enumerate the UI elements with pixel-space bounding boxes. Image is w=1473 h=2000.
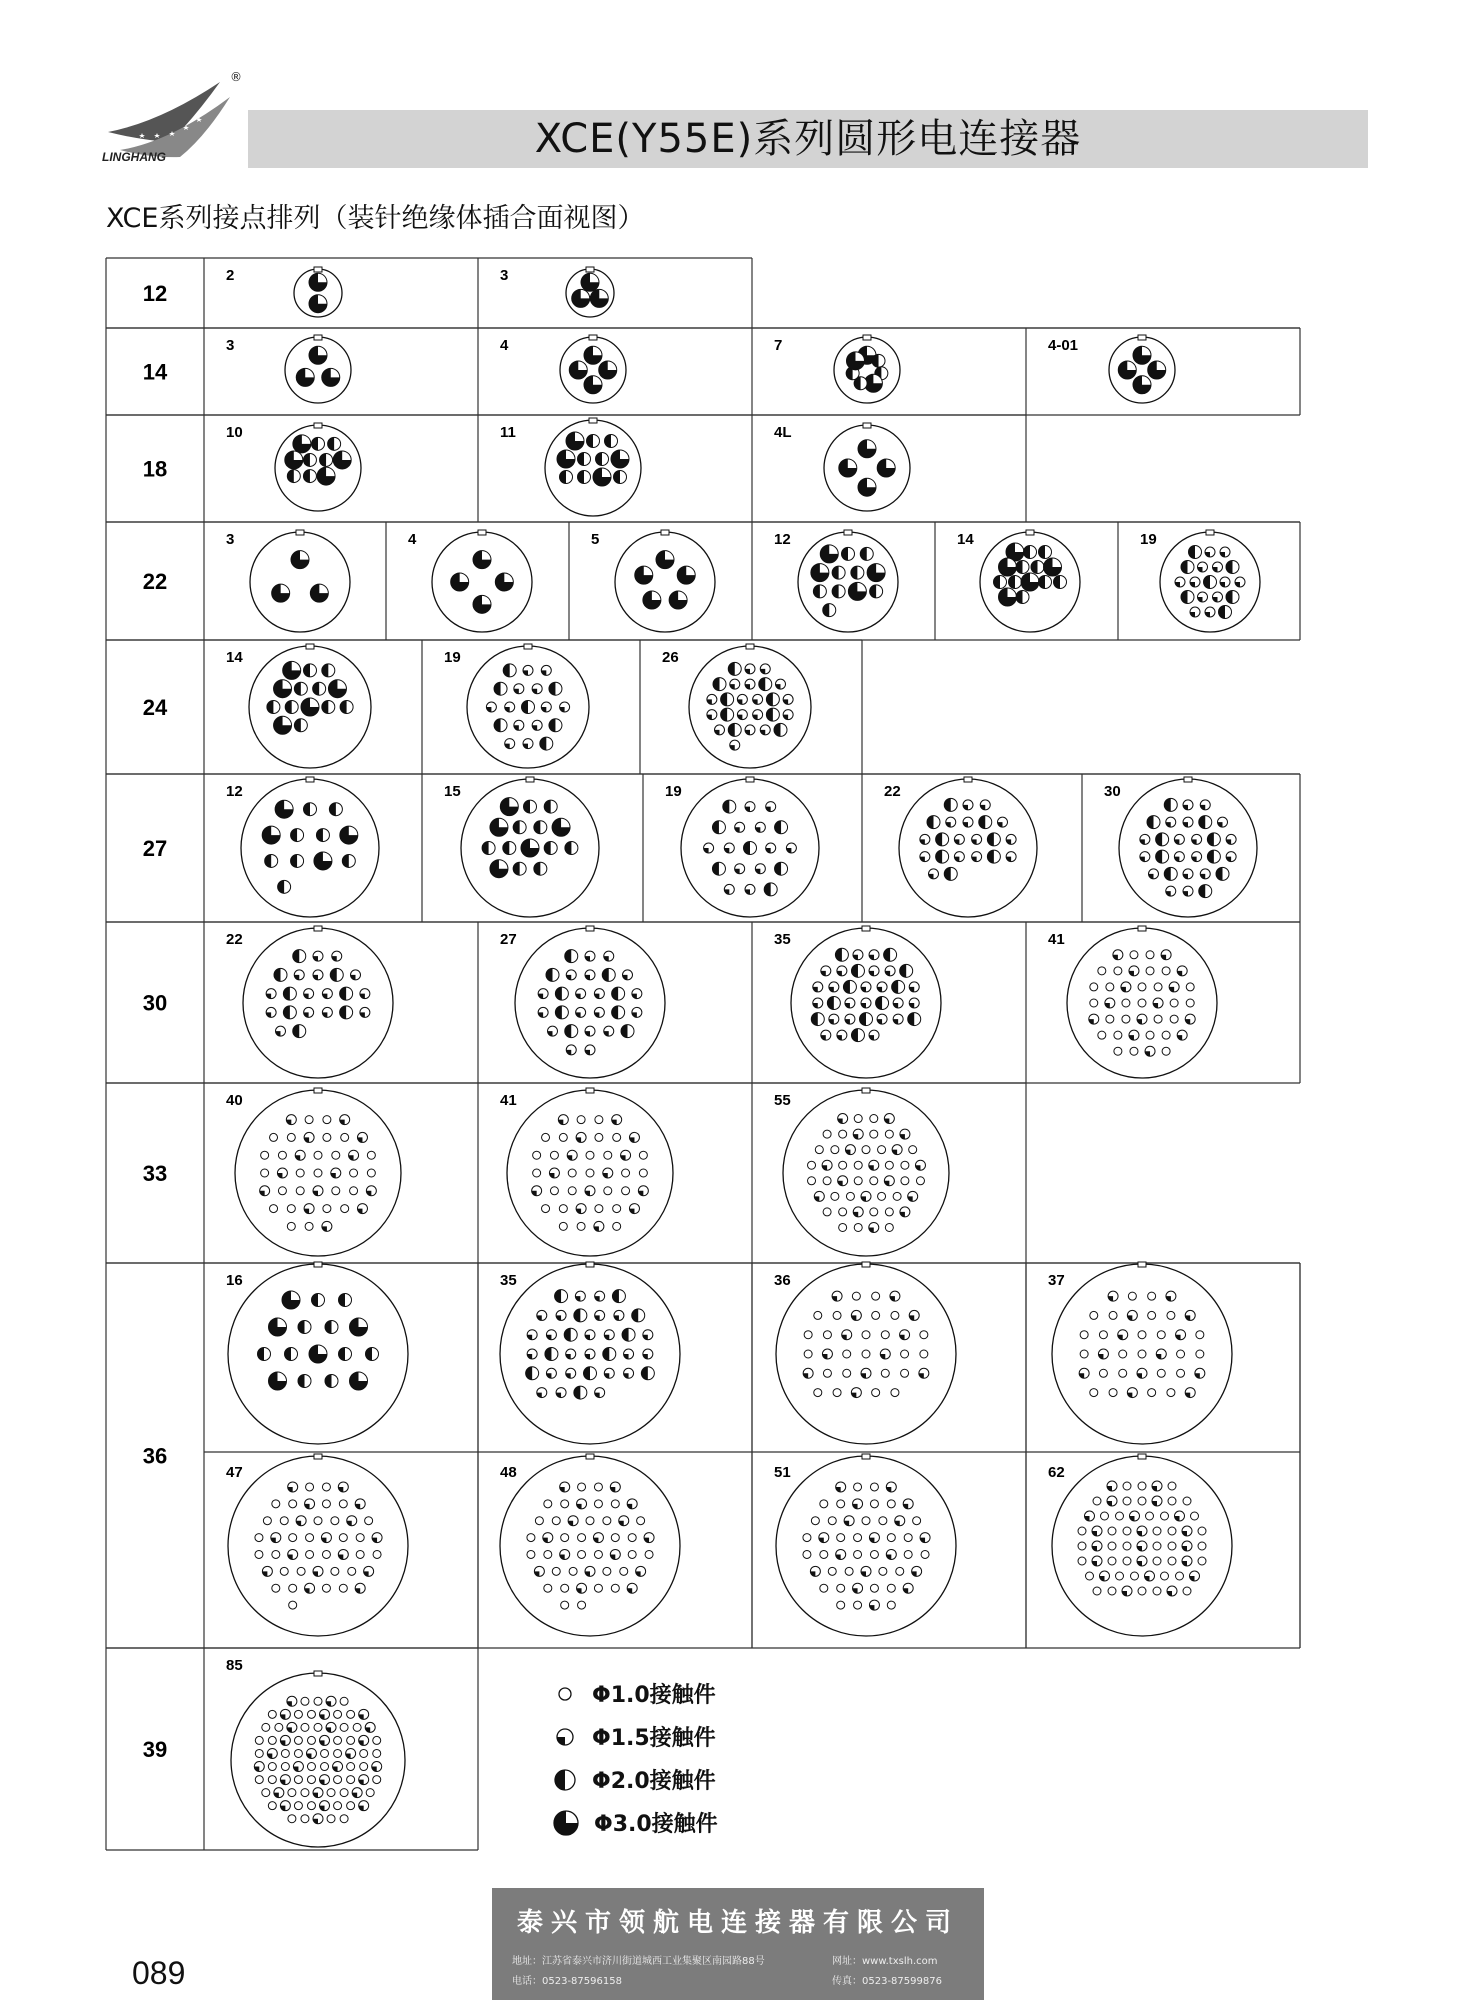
contact-layout-24-19 bbox=[444, 640, 640, 774]
section-subtitle: XCE系列接点排列（装针绝缘体插合面视图） bbox=[106, 203, 645, 234]
contact-layout-22-4 bbox=[408, 522, 569, 640]
layout-code: 35 bbox=[500, 1272, 517, 1289]
contact-layout-24-26 bbox=[662, 640, 862, 774]
layout-code: 35 bbox=[774, 931, 791, 948]
layout-code: 47 bbox=[226, 1464, 243, 1481]
contact-layout-14-7 bbox=[774, 328, 1026, 415]
shell-size-label: 12 bbox=[142, 281, 168, 306]
contact-layout-24-14 bbox=[226, 640, 422, 774]
contact-layout-30-22 bbox=[226, 922, 478, 1083]
shell-size-label: 39 bbox=[142, 1737, 168, 1762]
layout-code: 7 bbox=[774, 337, 783, 354]
contact-layout-14-3 bbox=[226, 328, 478, 415]
layout-code: 22 bbox=[884, 783, 901, 800]
contact-layout-27-15 bbox=[444, 774, 643, 922]
contact-layout-33-41 bbox=[500, 1083, 752, 1263]
layout-code: 4-01 bbox=[1048, 337, 1079, 354]
contact-layout-14-4 bbox=[500, 328, 752, 415]
layout-code: 62 bbox=[1048, 1464, 1065, 1481]
layout-code: 3 bbox=[500, 267, 509, 284]
registered-mark: ® bbox=[230, 70, 242, 84]
contact-layout-27-22 bbox=[884, 774, 1082, 922]
layout-code: 3 bbox=[226, 337, 235, 354]
shell-size-label: 22 bbox=[142, 569, 168, 594]
legend-label: Φ3.0接触件 bbox=[594, 1812, 718, 1837]
layout-code: 16 bbox=[226, 1272, 243, 1289]
shell-size-label: 14 bbox=[142, 359, 168, 385]
layout-code: 55 bbox=[774, 1092, 791, 1109]
contact-size-legend bbox=[552, 1672, 852, 1844]
layout-code: 41 bbox=[500, 1092, 517, 1109]
shell-size-label: 24 bbox=[142, 695, 168, 720]
contact-layout-33-55 bbox=[774, 1083, 1026, 1263]
footer-phone: 电话：0523-87596158 bbox=[512, 1976, 622, 1987]
layout-code: 4L bbox=[774, 424, 792, 441]
company-footer bbox=[492, 1888, 984, 2000]
contact-layout-18-11 bbox=[500, 415, 752, 522]
shell-size-label: 30 bbox=[142, 990, 168, 1016]
layout-code: 3 bbox=[226, 531, 235, 548]
shell-size-label: 27 bbox=[142, 836, 168, 861]
legend-item-3-0 bbox=[552, 1801, 852, 1844]
layout-code: 30 bbox=[1104, 783, 1121, 800]
contact-layout-12-3 bbox=[500, 258, 752, 328]
legend-label: Φ1.5接触件 bbox=[592, 1726, 716, 1751]
layout-code: 37 bbox=[1048, 1272, 1065, 1289]
contact-3-0-icon bbox=[552, 1809, 580, 1837]
layout-code: 22 bbox=[226, 931, 243, 948]
layout-code: 26 bbox=[662, 649, 679, 666]
page-title: XCE(Y55E)系列圆形电连接器 bbox=[534, 116, 1082, 162]
layout-code: 2 bbox=[226, 267, 235, 284]
contact-1-0-icon bbox=[552, 1681, 578, 1707]
contact-layout-39-85 bbox=[226, 1648, 478, 1850]
contact-layout-22-5 bbox=[591, 522, 752, 640]
brand-text: LINGHANG bbox=[102, 150, 166, 164]
layout-code: 4 bbox=[408, 531, 417, 548]
layout-code: 14 bbox=[957, 531, 974, 548]
footer-company-name: 泰兴市领航电连接器有限公司 bbox=[516, 1908, 959, 1938]
layout-code: 19 bbox=[1140, 531, 1157, 548]
contact-layout-30-27 bbox=[500, 922, 752, 1083]
layout-code: 11 bbox=[500, 424, 516, 441]
layout-code: 51 bbox=[774, 1464, 791, 1481]
layout-code: 10 bbox=[226, 424, 243, 441]
page-number: 089 bbox=[132, 1955, 186, 1991]
layout-code: 15 bbox=[444, 783, 461, 800]
layout-code: 12 bbox=[226, 783, 243, 800]
layout-code: 41 bbox=[1048, 931, 1065, 948]
layout-code: 36 bbox=[774, 1272, 791, 1289]
layout-code: 27 bbox=[500, 931, 517, 948]
contact-layout-18-4L bbox=[774, 415, 1026, 522]
contact-layout-33-40 bbox=[226, 1083, 478, 1263]
layout-code: 4 bbox=[500, 337, 509, 354]
contact-layout-18-10 bbox=[226, 415, 478, 522]
legend-item-1-0 bbox=[552, 1672, 852, 1715]
contact-layout-27-19 bbox=[665, 774, 862, 922]
contact-layout-22-14 bbox=[957, 522, 1118, 640]
footer-address: 地址：江苏省泰兴市济川街道城西工业集聚区南园路88号 bbox=[512, 1956, 765, 1967]
contact-layout-22-19 bbox=[1140, 522, 1300, 640]
contact-layout-27-30 bbox=[1104, 774, 1300, 922]
legend-label: Φ2.0接触件 bbox=[592, 1769, 716, 1794]
layout-code: 12 bbox=[774, 531, 791, 548]
contact-layout-14-4-01 bbox=[1048, 328, 1300, 415]
contact-layout-27-12 bbox=[226, 774, 422, 922]
layout-code: 40 bbox=[226, 1092, 243, 1109]
layout-code: 85 bbox=[226, 1657, 243, 1674]
contact-layout-12-2 bbox=[226, 258, 478, 328]
contact-layout-30-35 bbox=[774, 922, 1026, 1083]
shell-size-label: 18 bbox=[142, 456, 168, 482]
shell-size-label: 33 bbox=[142, 1161, 168, 1186]
shell-size-label: 36 bbox=[142, 1443, 168, 1469]
layout-code: 19 bbox=[444, 649, 461, 666]
footer-fax: 传真：0523-87599876 bbox=[832, 1976, 942, 1987]
footer-website: 网址：www.txslh.com bbox=[832, 1956, 938, 1967]
contact-layout-30-41 bbox=[1048, 922, 1300, 1083]
legend-item-2-0 bbox=[552, 1758, 852, 1801]
layout-code: 19 bbox=[665, 783, 682, 800]
layout-code: 5 bbox=[591, 531, 600, 548]
layout-code: 14 bbox=[226, 649, 243, 666]
legend-label: Φ1.0接触件 bbox=[592, 1683, 716, 1708]
legend-item-1-5 bbox=[552, 1715, 852, 1758]
contact-layout-22-3 bbox=[226, 522, 386, 640]
layout-code: 48 bbox=[500, 1464, 517, 1481]
contact-layout-22-12 bbox=[774, 522, 935, 640]
contact-2-0-icon bbox=[552, 1767, 578, 1793]
contact-1-5-icon bbox=[552, 1724, 578, 1750]
